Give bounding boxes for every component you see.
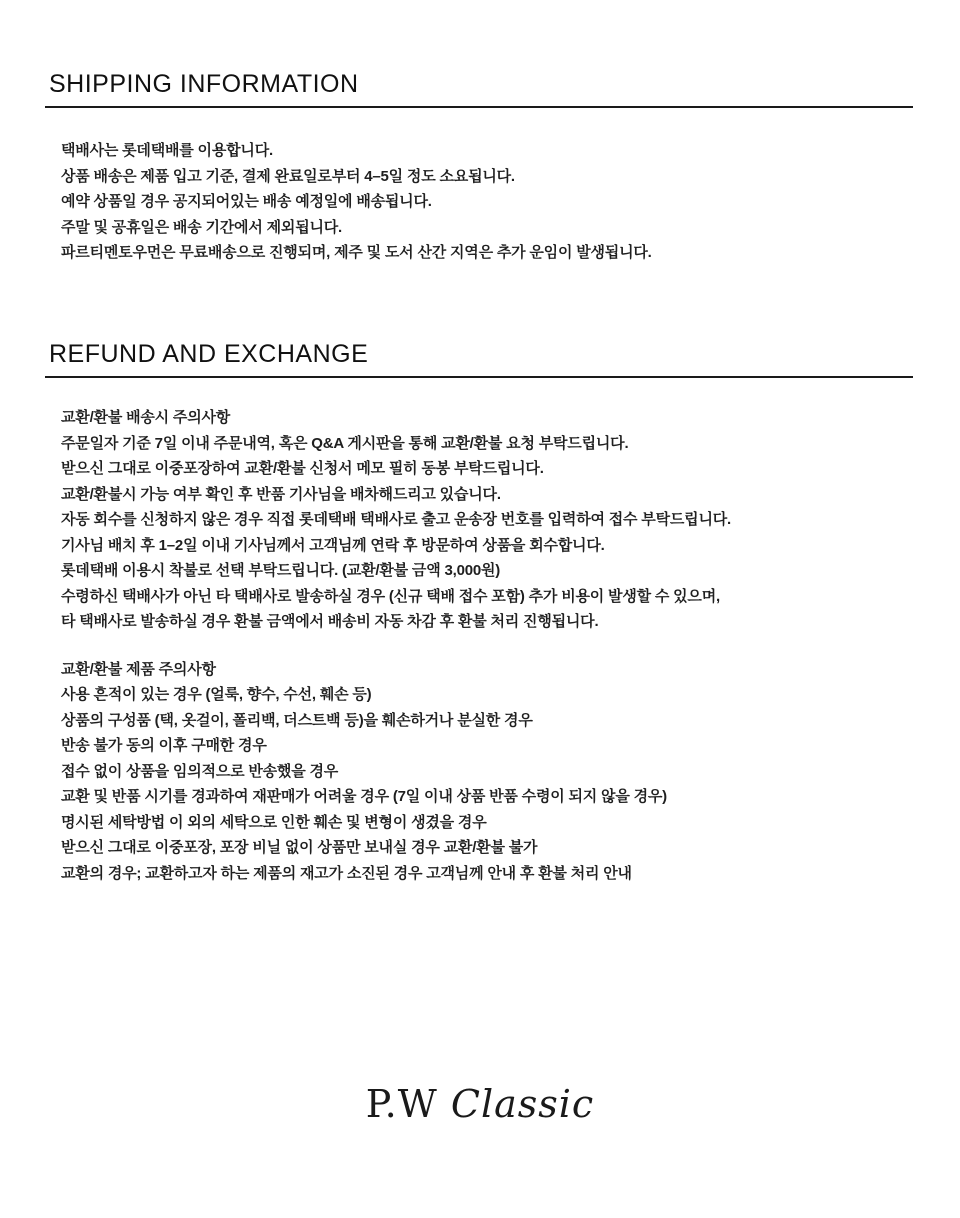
refund-line: 교환/환불 배송시 주의사항 [61, 409, 231, 426]
shipping-section-divider [45, 106, 913, 108]
refund-line: 자동 회수를 신청하지 않은 경우 직접 롯데택배 택배사로 출고 운송장 번호를 입력하여 접수 부탁드립니다. [61, 511, 732, 528]
refund-product-line: 명시된 세탁방법 이 외의 세탁으로 인한 훼손 및 변형이 생겼을 경우 [61, 813, 487, 831]
refund-line: 타 택배사로 발송하실 경우 환불 금액에서 배송비 자동 차감 후 환불 처리 진행됩니다. [61, 613, 599, 630]
shipping-line: 예약 상품일 경우 공지되어있는 배송 예정일에 배송됩니다. [61, 193, 432, 210]
refund-product-line: 교환 및 반품 시기를 경과하여 재판매가 어려울 경우 (7일 이내 상품 반품 수령이 되지 않을 경우) [61, 788, 667, 805]
shipping-section-title: SHIPPING INFORMATION [49, 70, 359, 98]
shipping-line: 택배사는 롯데택배를 이용합니다. [61, 142, 273, 159]
shipping-body-block [45, 138, 913, 266]
footer [0, 1082, 960, 1126]
refund-line: 주문일자 기준 7일 이내 주문내역, 혹은 Q&A 게시판을 통해 교환/환불 요청 부탁드립니다. [61, 434, 629, 452]
shipping-line: 상품 배송은 제품 입고 기준, 결제 완료일로부터 4–5일 정도 소요됩니다. [61, 167, 515, 185]
refund-product-notes-block [45, 657, 913, 887]
shipping-line: 주말 및 공휴일은 배송 기간에서 제외됩니다. [61, 218, 343, 236]
refund-product-line: 반송 불가 동의 이후 구매한 경우 [61, 737, 267, 754]
refund-product-line: 받으신 그대로 이중포장, 포장 비닐 없이 상품만 보내실 경우 교환/환불 불가 [61, 839, 538, 856]
refund-shipping-notes-block [45, 405, 913, 635]
brand-logo-initials: P.W [365, 1082, 438, 1126]
refund-product-line: 사용 흔적이 있는 경우 (얼룩, 향수, 수선, 훼손 등) [61, 686, 372, 703]
brand-logo [366, 1082, 594, 1126]
refund-section-title: REFUND AND EXCHANGE [49, 340, 369, 368]
refund-line: 기사님 배치 후 1–2일 이내 기사님께서 고객님께 연락 후 방문하여 상품을 회수합니다. [61, 536, 605, 554]
shipping-line: 파르티멘토우먼은 무료배송으로 진행되며, 제주 및 도서 산간 지역은 추가 운임이 발생됩니다. [61, 244, 652, 261]
refund-product-line: 교환의 경우; 교환하고자 하는 제품의 재고가 소진된 경우 고객님께 안내 후 환불 처리 안내 [61, 864, 632, 882]
brand-logo-word: Classic [450, 1082, 595, 1126]
shipping-information-section [45, 70, 913, 266]
refund-line: 롯데택배 이용시 착불로 선택 부탁드립니다. (교환/환불 금액 3,000원) [61, 562, 501, 579]
refund-line: 수령하신 택배사가 아닌 타 택배사로 발송하실 경우 (신규 택배 접수 포함) 추가 비용이 발생할 수 있으며, [61, 587, 720, 605]
refund-product-line: 접수 없이 상품을 임의적으로 반송했을 경우 [61, 762, 339, 780]
refund-product-line: 상품의 구성품 (택, 옷걸이, 폴리백, 더스트백 등)을 훼손하거나 분실한 경우 [61, 711, 533, 729]
refund-section-divider [45, 376, 913, 378]
refund-and-exchange-section [45, 340, 913, 886]
refund-line: 받으신 그대로 이중포장하여 교환/환불 신청서 메모 필히 동봉 부탁드립니다. [61, 460, 544, 477]
refund-line: 교환/환불시 가능 여부 확인 후 반품 기사님을 배차해드리고 있습니다. [61, 485, 501, 503]
refund-product-line: 교환/환불 제품 주의사항 [61, 660, 216, 678]
